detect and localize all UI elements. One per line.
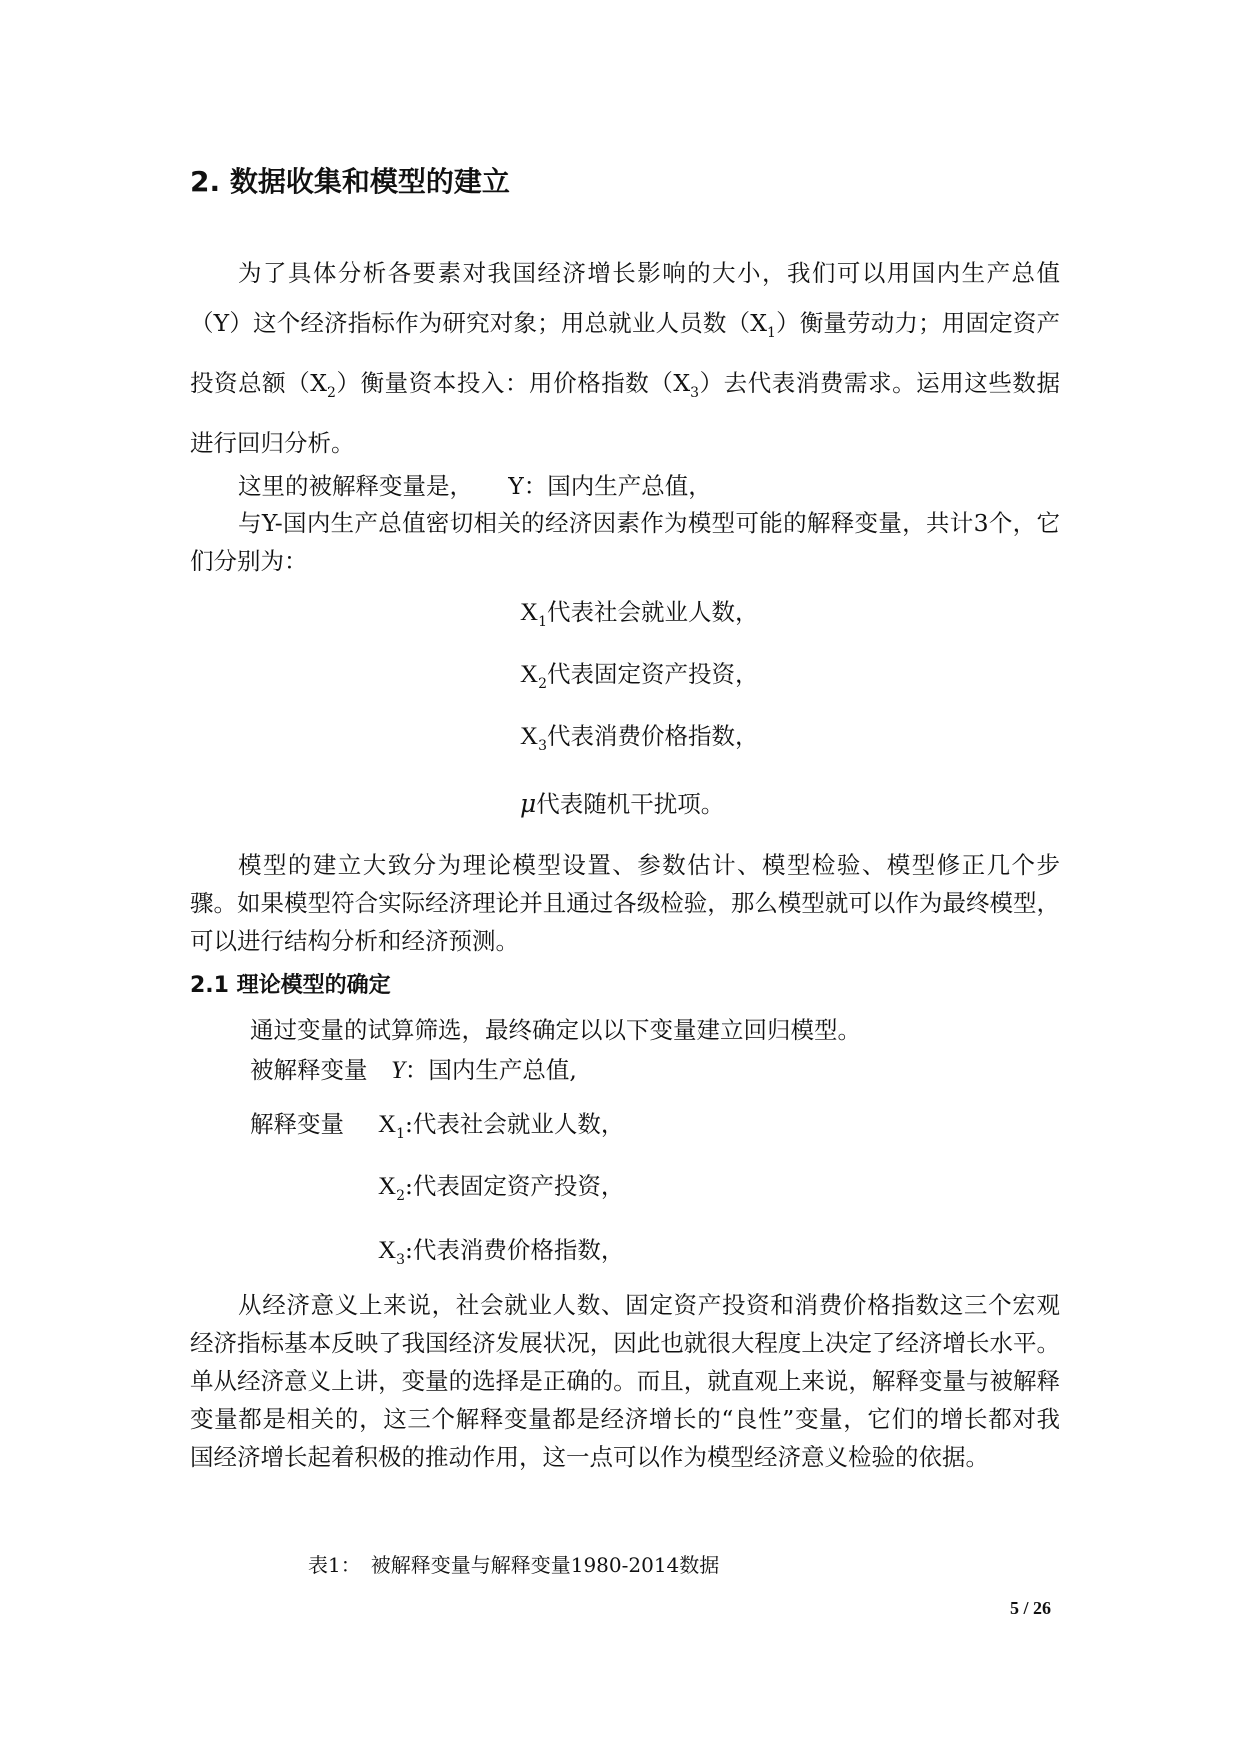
x2-item: $X_2$代表固定资产投资， <box>520 660 759 692</box>
factors-paragraph: 与Y-国内生产总值密切相关的经济因素作为模型可能的解释变量，共计3个，它们分别为： <box>190 509 1060 575</box>
economic-meaning-paragraph: 从经济意义上来说，社会就业人数、固定资产投资和消费价格指数这三个宏观经济指标基本反映了我国经济发展状况，因此也就很大程度上决定了经济增长水平。单从经济意义上讲，变量的选择是正确的。而且，就直观上来说，解释变量与被解释变量都是相关的，这三个解释变量都是经济增长的“良性”变量，它们的增长都对我国经济增长起着积极的推动作用，这一点可以作为模型经济意义检验的依据。 <box>190 1291 1060 1471</box>
table-caption: 表1： 被解释变量与解释变量1980-2014数据 <box>308 1553 720 1577</box>
exp-x1-item: $X_1$:代表社会就业人数， <box>378 1110 625 1142</box>
x1-item: $X_1$代表社会就业人数， <box>520 598 759 630</box>
dependent-variable-definition: 被解释变量 Y：国内生产总值, <box>250 1056 577 1084</box>
subsection-heading: 2.1 理论模型的确定 <box>190 973 391 998</box>
screening-line: 通过变量的试算筛选，最终确定以以下变量建立回归模型。 <box>250 1016 861 1044</box>
x3-item: $X_3$代表消费价格指数， <box>520 722 759 754</box>
dependent-variable-line: 这里的被解释变量是， Y：国内生产总值， <box>238 472 712 500</box>
explanatory-label: 解释变量 <box>250 1110 344 1138</box>
exp-x2-item: $X_2$:代表固定资产投资， <box>378 1172 625 1204</box>
modeling-steps-paragraph: 模型的建立大致分为理论模型设置、参数估计、模型检验、模型修正几个步骤。如果模型符合实际经济理论并且通过各级检验，那么模型就可以作为最终模型，可以进行结构分析和经济预测。 <box>190 851 1060 955</box>
intro-paragraph: 为了具体分析各要素对我国经济增长影响的大小，我们可以用国内生产总值（Y）这个经济指标作为研究对象；用总就业人员数$(X_1)$衡量劳动力；用固定资产投资总额$(X_2)$衡量资本投入：用价格指数$(X_3)$去代表消费需求。运用这些数据进行回归分析。 <box>190 259 1060 457</box>
page-number: 5 / 26 <box>1010 1598 1052 1618</box>
section-heading: 2. 数据收集和模型的建立 <box>190 165 510 198</box>
mu-item: μ代表随机干扰项。 <box>520 789 725 818</box>
exp-x3-item: $X_3$:代表消费价格指数， <box>378 1236 625 1268</box>
